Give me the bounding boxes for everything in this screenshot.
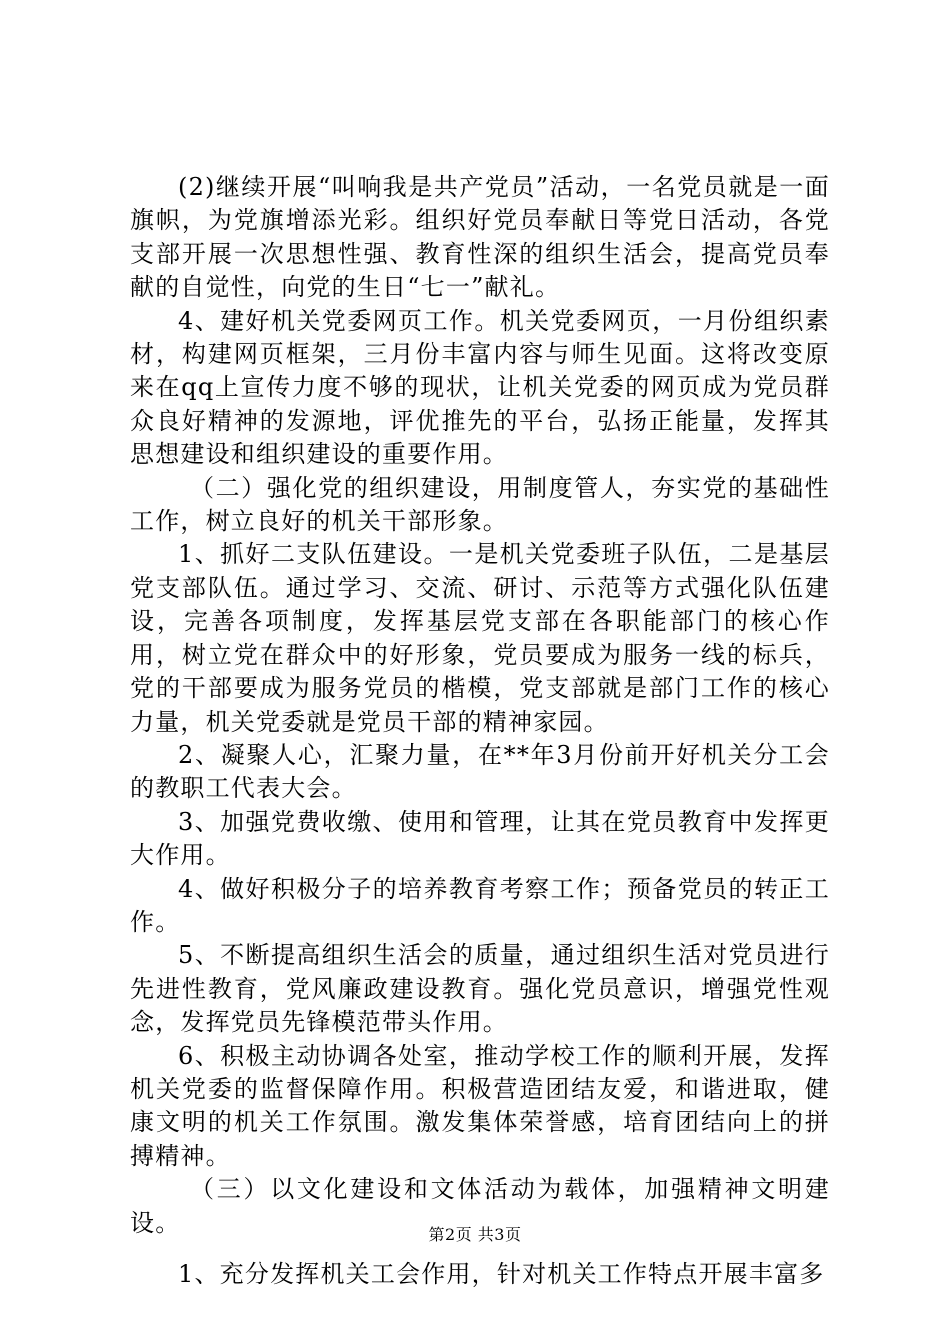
paragraph-meeting-5: 5、不断提高组织生活会的质量，通过组织生活对党员进行先进性教育，党风廉政建设教育。强化党员意识，增强党性观念，发挥党员先锋模范带头作用。	[130, 941, 830, 1037]
paragraph-fees-3: 3、加强党费收缴、使用和管理，让其在党员教育中发挥更大作用。	[130, 807, 830, 870]
paragraph-union-2: 2、凝聚人心，汇聚力量，在**年3月份前开好机关分工会的教职工代表大会。	[130, 740, 830, 803]
page-number-footer: 第2页 共3页	[428, 1225, 522, 1244]
paragraph-coordinate-6: 6、积极主动协调各处室，推动学校工作的顺利开展，发挥机关党委的监督保障作用。积极营造团结友爱，和谐进取，健康文明的机关工作氛围。激发集体荣誉感，培育团结向上的拼搏精神。	[130, 1041, 830, 1170]
paragraph-activity-2: (2)继续开展“叫响我是共产党员”活动，一名党员就是一面旗帜，为党旗增添光彩。组织好党员奉献日等党日活动，各党支部开展一次思想性强、教育性深的组织生活会，提高党员奉献的自觉性，向党的生日“七一”献礼。	[130, 173, 830, 302]
document-body	[130, 171, 830, 1291]
paragraph-team-1: 1、抓好二支队伍建设。一是机关党委班子队伍，二是基层党支部队伍。通过学习、交流、研讨、示范等方式强化队伍建设，完善各项制度，发挥基层党支部在各职能部门的核心作用，树立党在群众中的好形象，党员要成为服务一线的标兵，党的干部要成为服务党员的楷模，党支部就是部门工作的核心力量，机关党委就是党员干部的精神家园。	[130, 540, 830, 736]
paragraph-activists-4: 4、做好积极分子的培养教育考察工作；预备党员的转正工作。	[130, 874, 830, 936]
section-heading-3: （三）以文化建设和文体活动为载体，加强精神文明建设。	[130, 1175, 830, 1237]
paragraph-union-role-1: 1、充分发挥机关工会作用，针对机关工作特点开展丰富多	[178, 1260, 825, 1288]
section-heading-2: （二）强化党的组织建设，用制度管人，夯实党的基础性工作，树立良好的机关干部形象。	[130, 473, 830, 536]
paragraph-webpage-4: 4、建好机关党委网页工作。机关党委网页，一月份组织素材，构建网页框架，三月份丰富内容与师生见面。这将改变原来在qq上宣传力度不够的现状，让机关党委的网页成为党员群众良好精神的发源地，评优推先的平台，弘扬正能量，发挥其思想建设和组织建设的重要作用。	[130, 306, 830, 469]
